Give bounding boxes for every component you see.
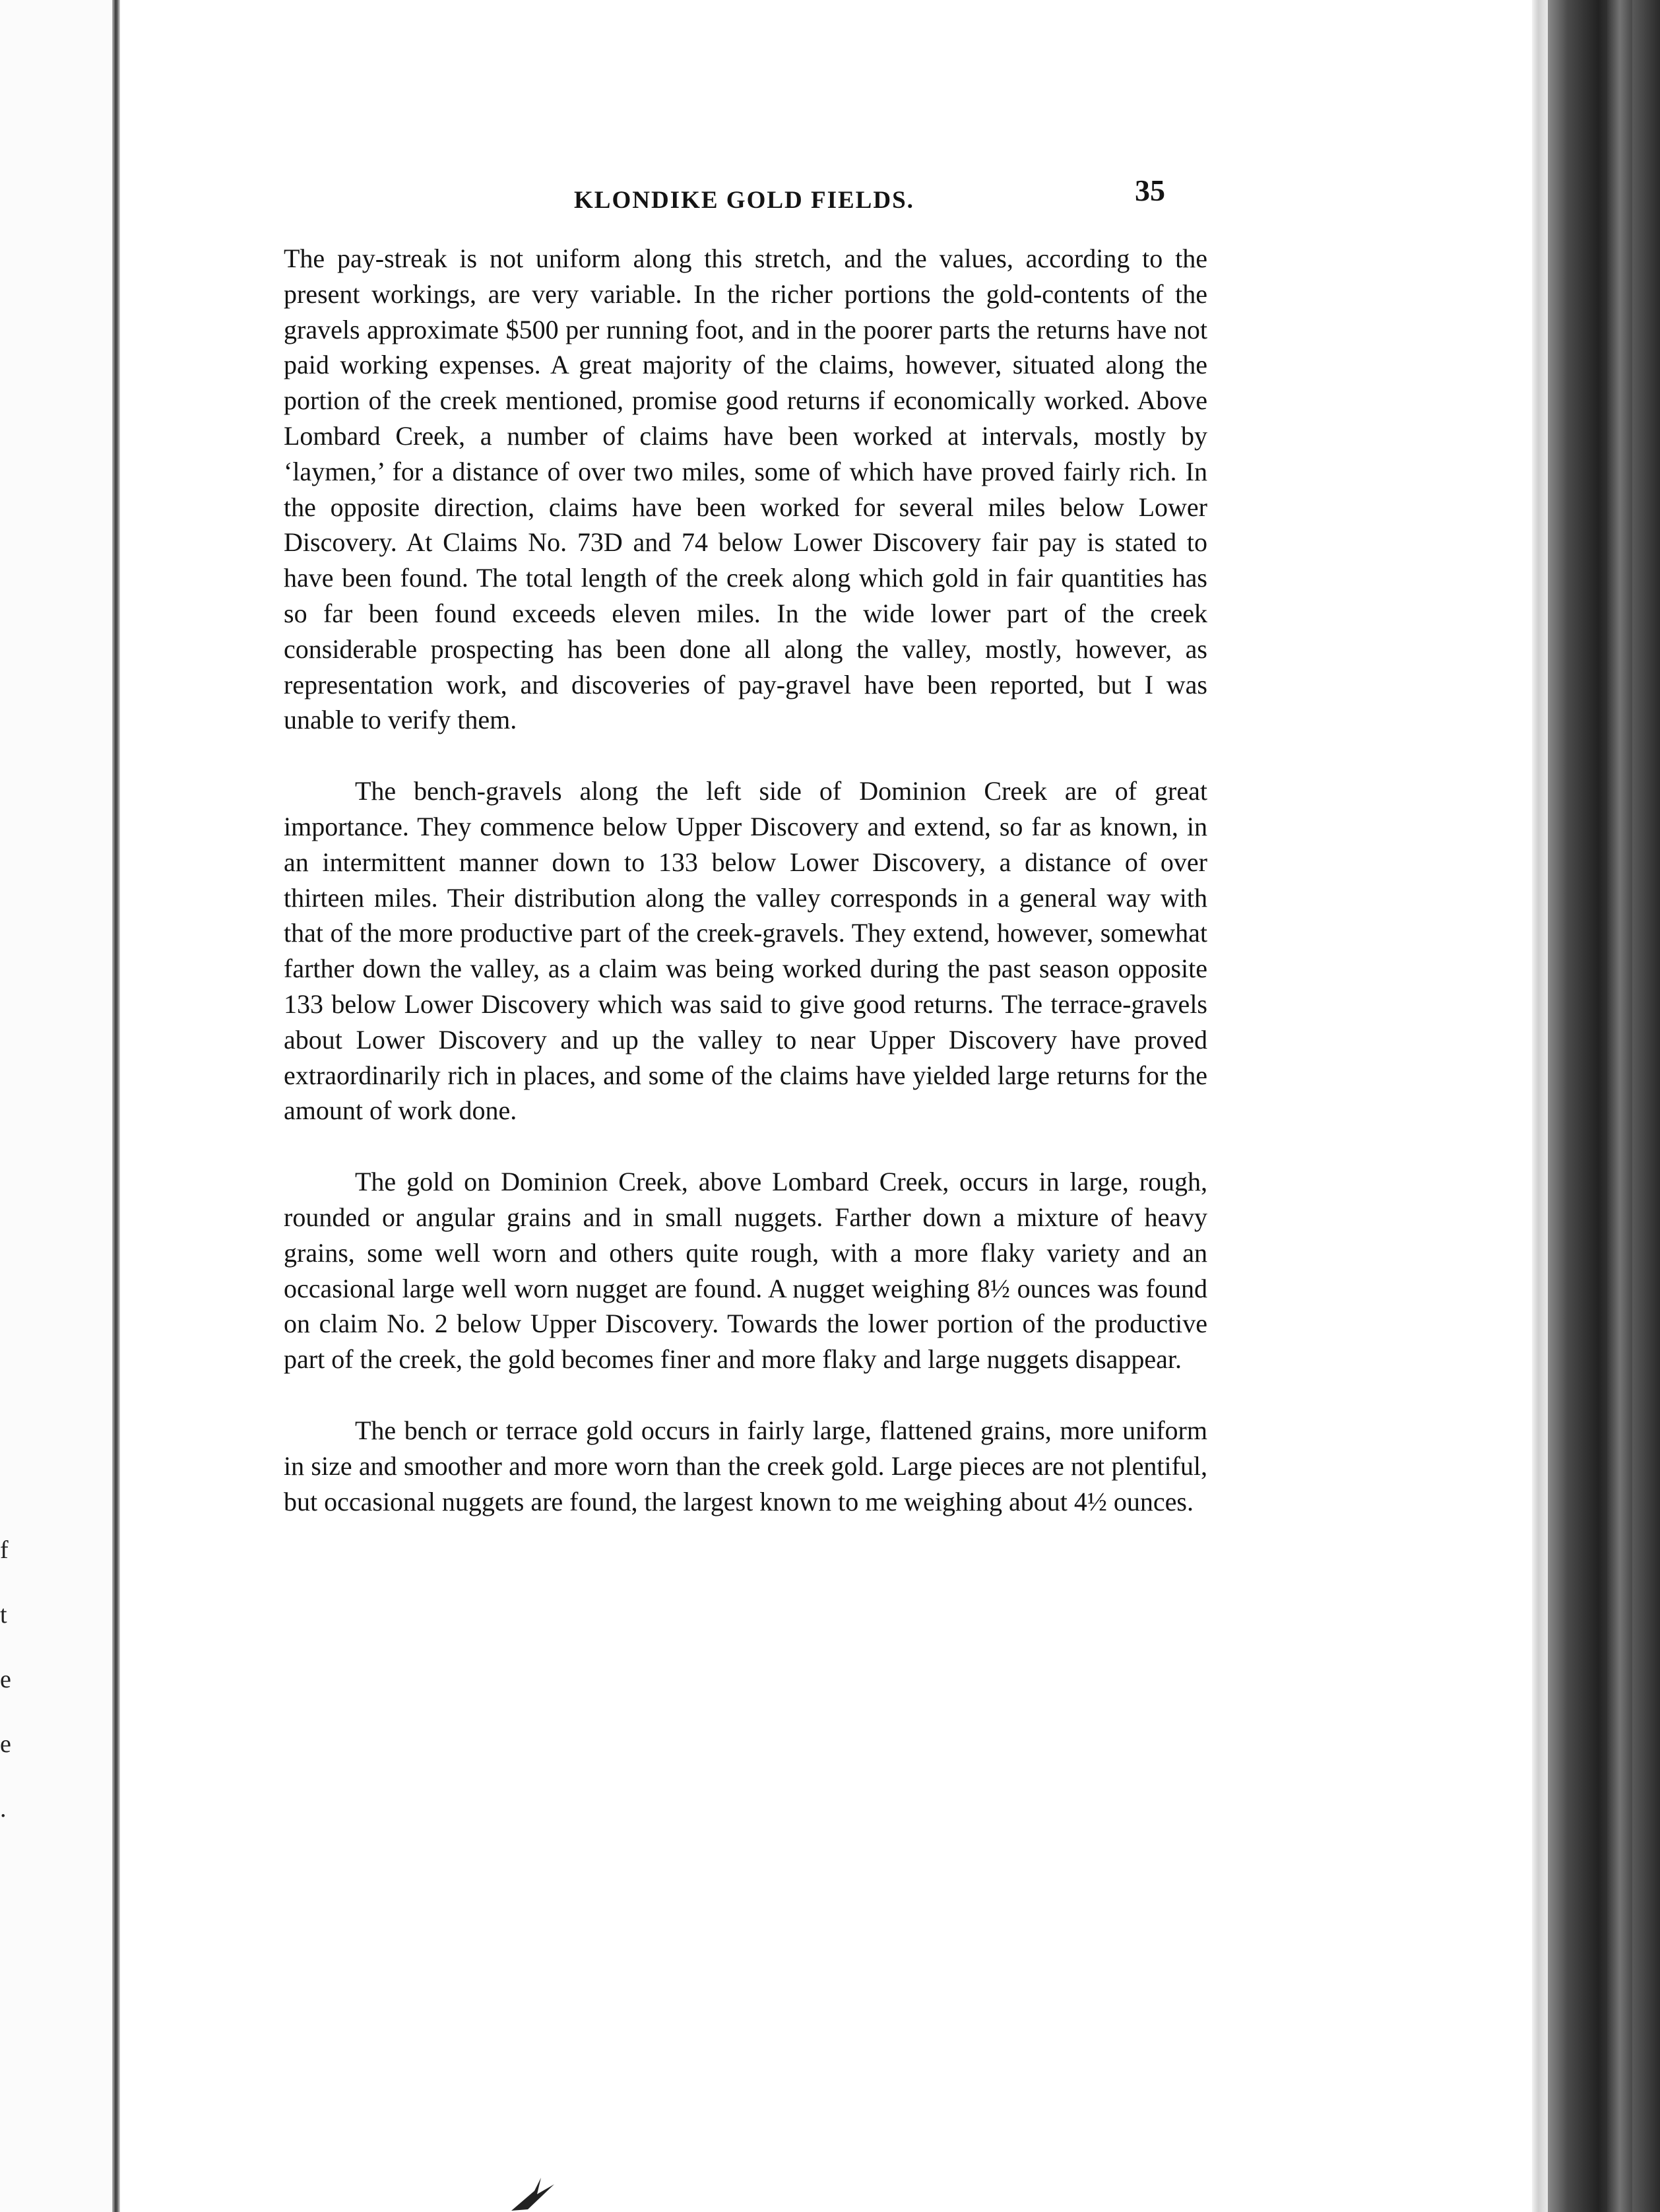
paragraph: The pay-streak is not uniform along this stretch, and the values, according to the present workings, are very variable. In the richer portions the gold-contents of the gravels approximate $500 per running foot, and in the poorer parts the returns have not paid working expenses. A great majority of the claims, however, situated along the portion of the creek mentioned, promise good returns if economically worked. Above Lombard Creek, a number of claims have been worked at intervals, mostly by ‘laymen,’ for a distance of over two miles, some of which have proved fairly rich. In the opposite direction, claims have been worked for several miles below Lower Discovery. At Claims No. 73D and 74 below Lower Discovery fair pay is stated to have been found. The total length of the creek along which gold in fair quantities has so far been found exceeds eleven miles. In the wide lower part of the creek considerable prospecting has been done all along the valley, mostly, however, as representation work, and discoveries of pay-gravel have been reported, but I was unable to verify them.: [284, 244, 1207, 735]
paragraph: The gold on Dominion Creek, above Lombard Creek, occurs in large, rough, rounded or angular grains and in small nuggets. Farther down a mixture of heavy grains, some well worn and others quite rough, with a more flaky variety and an occasional large well worn nugget are found. A nugget weighing 8½ ounces was found on claim No. 2 below Upper Discovery. Towards the lower portion of the productive part of the creek, the gold becomes finer and more flaky and large nuggets disappear.: [284, 1167, 1207, 1375]
fragment: f: [0, 1536, 9, 1564]
paragraph: The bench or terrace gold occurs in fairly large, flattened grains, more uniform in size and smoother and more worn than the creek gold. Large pieces are not plentiful, but occasional nuggets are found, the largest known to me weighing about 4½ ounces.: [284, 1415, 1207, 1516]
page-edge-shadow: [1532, 0, 1548, 2212]
binding-highlight: [1607, 0, 1632, 2212]
ink-mark: [508, 2171, 561, 2212]
facing-page-margin: [0, 0, 115, 2212]
paragraph: The bench-gravels along the left side of Dominion Creek are of great importance. They commence below Upper Discovery and extend, so far as known, in an intermittent manner down to 133 below Lower Discovery, a distance of over thirteen miles. Their distribution along the valley corresponds in a general way with that of the more productive part of the creek-gravels. They extend, however, somewhat farther down the valley, as a claim was being worked during the past season opposite 133 below Lower Discovery which was said to give good returns. The terrace-gravels about Lower Discovery and up the valley to near Upper Discovery have proved extraordinarily rich in places, and some of the claims have yielded large returns for the amount of work done.: [284, 776, 1207, 1126]
fragment: e: [0, 1666, 11, 1693]
fragment: .: [0, 1795, 7, 1823]
facing-page-letter-fragments: [0, 1518, 20, 1841]
fragment: t: [0, 1601, 7, 1629]
page-fold: [112, 0, 120, 2212]
book-binding: [1548, 0, 1660, 2212]
body-text: [284, 241, 1207, 1555]
running-header: KLONDIKE GOLD FIELDS.: [574, 187, 914, 214]
page-number: 35: [1135, 174, 1165, 207]
fragment: e: [0, 1730, 11, 1758]
